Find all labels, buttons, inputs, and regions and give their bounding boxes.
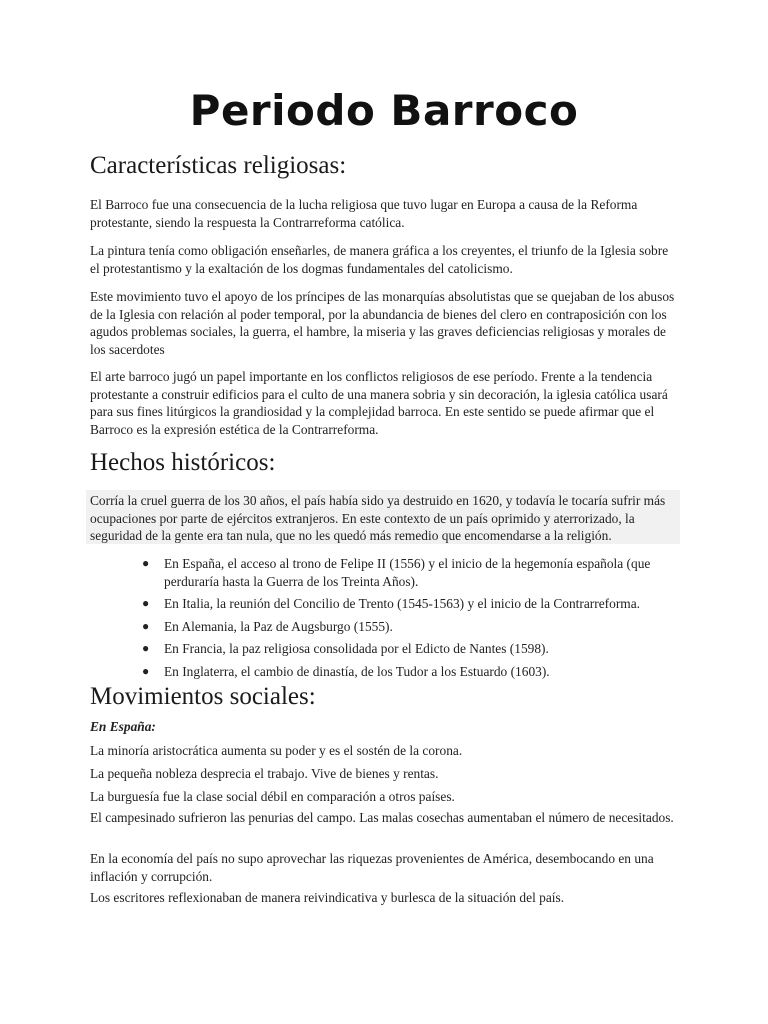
list-item xyxy=(140,663,685,681)
paragraph: Los escritores reflexionaban de manera reivindicativa y burlesca de la situación del país. xyxy=(90,890,565,905)
paragraph: Este movimiento tuvo el apoyo de los príncipes de las monarquías absolutistas que se quejaban de los abusos de la Iglesia con relación al poder temporal, por la abundancia de bienes del clero en contraposición con los agudos problemas sociales, la guerra, el hambre, la miseria y las graves deficiencias religiosas y morales de los sacerdotes xyxy=(90,289,675,357)
paragraph: El arte barroco jugó un papel importante en los conflictos religiosos de ese período. Frente a la tendencia protestante a construir edificios para el culto de una manera sobria y sin decoración, la iglesia católica usará para sus fines litúrgicos la grandiosidad y la complejidad barroca. En este sentido se puede afirmar que el Barroco es la expresión estética de la Contrarreforma. xyxy=(90,369,668,437)
paragraph: La burguesía fue la clase social débil en comparación a otros países. xyxy=(90,789,455,804)
bullet-icon: ● xyxy=(142,663,150,678)
list-item-text: En Italia, la reunión del Concilio de Trento (1545-1563) y el inicio de la Contrarreforma. xyxy=(164,596,640,611)
historical-events-list xyxy=(140,555,685,685)
subheading: En España: xyxy=(90,719,156,734)
list-item xyxy=(140,618,685,636)
paragraph: El Barroco fue una consecuencia de la lucha religiosa que tuvo lugar en Europa a causa de la Reforma protestante, siendo la respuesta la Contrarreforma católica. xyxy=(90,197,638,230)
bullet-icon: ● xyxy=(142,596,150,610)
paragraph-highlighted: Corría la cruel guerra de los 30 años, el país había sido ya destruido en 1620, y todavía le tocaría sufrir más ocupaciones por parte de ejércitos extranjeros. En este contexto de un país oprimido y aterrorizado, la seguridad de la gente era tan nula, que no les quedó más remedio que encomendarse a la religión. xyxy=(90,493,666,543)
section-heading-religious: Características religiosas: xyxy=(90,152,347,179)
paragraph: La pintura tenía como obligación enseñarles, de manera gráfica a los creyentes, el triunfo de la Iglesia sobre el protestantismo y la exaltación de los dogmas fundamentales del catolicismo. xyxy=(90,243,669,276)
page-title: Periodo Barroco xyxy=(189,86,579,135)
list-item-text: En Francia, la paz religiosa consolidada por el Edicto de Nantes (1598). xyxy=(164,641,549,656)
list-item-text: En España, el acceso al trono de Felipe II (1556) y el inicio de la hegemonía española (que perduraría hasta la Guerra de los Treinta Años). xyxy=(164,556,651,589)
list-item xyxy=(140,640,685,658)
bullet-icon: ● xyxy=(142,641,150,655)
paragraph: La minoría aristocrática aumenta su poder y es el sostén de la corona. xyxy=(90,743,463,758)
paragraph: El campesinado sufrieron las penurias del campo. Las malas cosechas aumentaban el número de necesitados. xyxy=(90,810,674,825)
list-item xyxy=(140,595,685,613)
bullet-icon: ● xyxy=(142,556,150,570)
section-heading-social: Movimientos sociales: xyxy=(90,683,316,710)
bullet-icon: ● xyxy=(142,618,150,633)
section-heading-historical: Hechos históricos: xyxy=(90,449,276,476)
list-item xyxy=(140,555,685,590)
list-item-text: En Alemania, la Paz de Augsburgo (1555). xyxy=(164,618,393,634)
list-item-text: En Inglaterra, el cambio de dinastía, de los Tudor a los Estuardo (1603). xyxy=(164,663,550,679)
paragraph: En la economía del país no supo aprovechar las riquezas provenientes de América, desembocando en una inflación y corrupción. xyxy=(90,851,654,884)
paragraph: La pequeña nobleza desprecia el trabajo. Vive de bienes y rentas. xyxy=(90,766,439,781)
